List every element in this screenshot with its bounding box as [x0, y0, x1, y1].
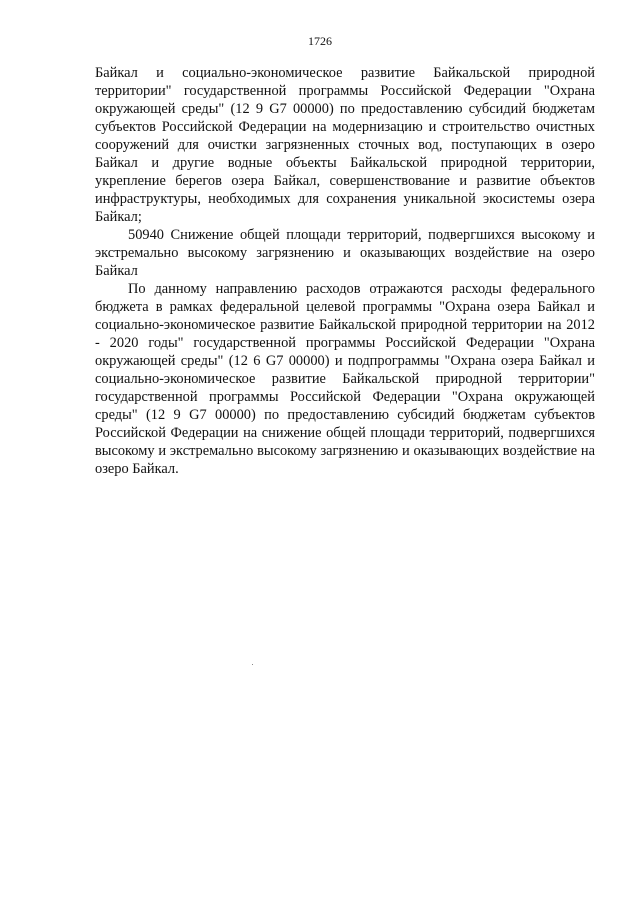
- paragraph-description: По данному направлению расходов отражаются расходы федерального бюджета в рамках федеральной целевой программы "Охрана озера Байкал и социально-экономическое развитие Байкальской природной территории на 2012 - 2020 годы" государственной программы Российской Федерации "Охрана окружающей среды" (12 6 G7 00000) и подпрограммы "Охрана озера Байкал и социально-экономическое развитие Байкальской природной территории" государственной программы Российской Федерации "Охрана окружающей среды" (12 9 G7 00000) по предоставлению субсидий бюджетам субъектов Российской Федерации на снижение общей площади территорий, подвергшихся высокому и экстремально высокому загрязнению и оказывающих воздействие на озеро Байкал.: [95, 281, 595, 477]
- paragraph-heading-50940: 50940 Снижение общей площади территорий, подвергшихся высокому и экстремально высокому загрязнению и оказывающих воздействие на озеро Байкал: [95, 227, 595, 279]
- scan-speck: [252, 664, 253, 665]
- paragraph-continuation: Байкал и социально-экономическое развитие Байкальской природной территории" государственной программы Российской Федерации "Охрана окружающей среды" (12 9 G7 00000) по предоставлению субсидий бюджетам субъектов Российской Федерации на модернизацию и строительство очистных сооружений для очистки загрязненных сточных вод, поступающих в озеро Байкал и другие водные объекты Байкальской природной территории, укрепление берегов озера Байкал, совершенствование и развитие объектов инфраструктуры, необходимых для сохранения уникальной экосистемы озера Байкал;: [95, 65, 595, 225]
- page-number: 1726: [308, 34, 332, 48]
- document-body: [95, 64, 595, 478]
